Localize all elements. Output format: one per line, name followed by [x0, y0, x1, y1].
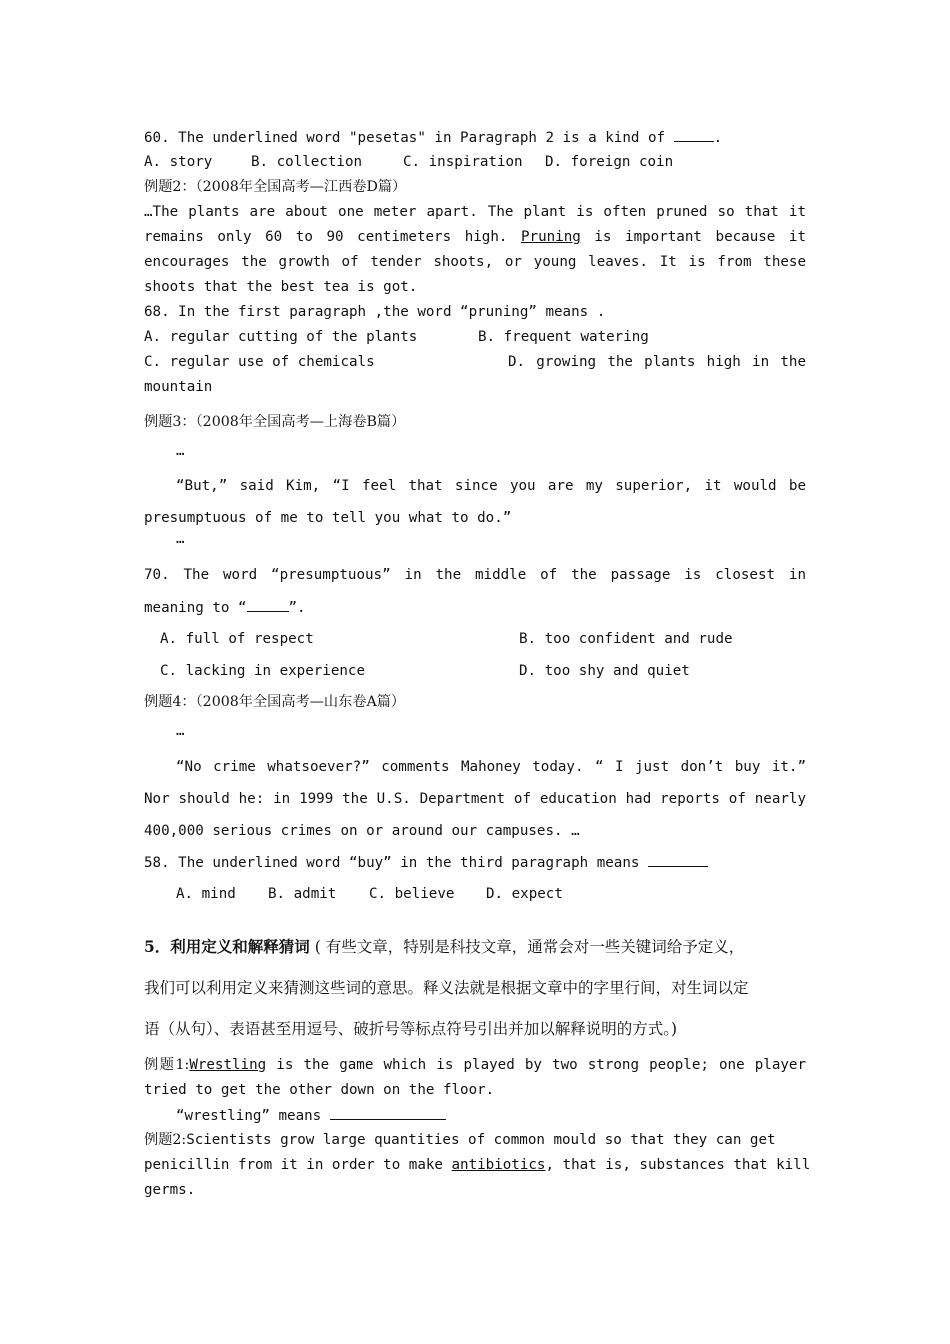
q70-option-a: A. full of respect — [160, 631, 314, 647]
question-70-line-1: 70. The word “presumptuous” in the middle of the passage is closest in — [144, 567, 806, 583]
q70-option-c: C. lacking in experience — [160, 663, 365, 679]
q60-option-c: C. inspiration — [403, 154, 523, 170]
definition-example-2-line-3: germs. — [144, 1182, 196, 1198]
answer-blank — [674, 127, 714, 142]
q68-option-d-continued: mountain — [144, 379, 213, 395]
section-5-title: 5．利用定义和解释猜词 — [144, 937, 310, 956]
example-3-quote-line-1: “But,” said Kim, “I feel that since you are my superior, it would be — [176, 478, 806, 494]
answer-blank — [648, 852, 708, 867]
q68-option-a: A. regular cutting of the plants — [144, 329, 418, 345]
q60-option-b: B. collection — [251, 154, 363, 170]
q68-option-b: B. frequent watering — [478, 329, 649, 345]
example-2-line-3: encourages the growth of tender shoots, or young leaves. It is from these — [144, 254, 806, 270]
section-5-intro-line-3: 语（从句）、表语甚至用逗号、破折号等标点符号引出并加以解释说明的方式。) — [144, 1020, 678, 1038]
q70-option-b: B. too confident and rude — [519, 631, 733, 647]
section-5-intro-line-1: 5．利用定义和解释猜词 ( 有些文章，特别是科技文章，通常会对一些关键词给予定义， — [144, 937, 745, 956]
answer-blank — [330, 1105, 446, 1120]
underlined-word-pruning: Pruning — [521, 229, 581, 245]
question-60-stem: 60. The underlined word "pesetas" in Paragraph 2 is a kind of . — [144, 127, 722, 148]
definition-example-1-line-1: 例题1:Wrestling is the game which is played by two strong people; one player — [144, 1057, 806, 1073]
q58-option-d: D. expect — [486, 886, 563, 902]
q58-option-a: A. mind — [176, 886, 236, 902]
ellipsis: … — [176, 723, 185, 739]
answer-blank — [247, 597, 289, 612]
section-5-intro-line-2: 我们可以利用定义来猜测这些词的意思。释义法就是根据文章中的字里行间，对生词以定 — [144, 979, 749, 997]
example-2-line-1: …The plants are about one meter apart. The plant is often pruned so that it — [144, 204, 806, 220]
question-68-stem: 68. In the first paragraph ,the word “pruning” means . — [144, 304, 606, 320]
underlined-word-antibiotics: antibiotics — [451, 1157, 546, 1173]
definition-example-1-line-2: tried to get the other down on the floor. — [144, 1082, 495, 1098]
question-70-line-2: meaning to “ ”. — [144, 597, 306, 618]
q68-option-d: D. growing the plants high in the — [508, 354, 806, 370]
underlined-word-wrestling: Wrestling — [189, 1057, 267, 1073]
example-2-line-4: shoots that the best tea is got. — [144, 279, 418, 295]
example-2-line-2: remains only 60 to 90 centimeters high. Pruning is important because it — [144, 229, 806, 245]
question-58-stem: 58. The underlined word “buy” in the third paragraph means — [144, 852, 708, 873]
example-4-heading: 例题4：（2008年全国高考—山东卷A篇） — [144, 694, 406, 710]
q68-option-c: C. regular use of chemicals — [144, 354, 375, 370]
example-2-heading: 例题2：（2008年全国高考—江西卷D篇） — [144, 179, 407, 195]
ellipsis: … — [176, 531, 185, 547]
example-4-line-1: “No crime whatsoever?” comments Mahoney today. “ I just don’t buy it.” — [176, 759, 806, 775]
q58-option-c: C. believe — [369, 886, 455, 902]
definition-example-2-line-1: 例题2:Scientists grow large quantities of common mould so that they can get — [144, 1132, 776, 1148]
example-4-line-3: 400,000 serious crimes on or around our campuses. … — [144, 823, 580, 839]
definition-example-1-question: “wrestling” means — [176, 1105, 446, 1126]
example-3-quote-line-2: presumptuous of me to tell you what to do.” — [144, 510, 512, 526]
q60-option-d: D. foreign coin — [545, 154, 674, 170]
example-4-line-2: Nor should he: in 1999 the U.S. Department of education had reports of nearly — [144, 791, 806, 807]
ellipsis: … — [176, 443, 185, 459]
q58-option-b: B. admit — [268, 886, 337, 902]
example-3-heading: 例题3：（2008年全国高考—上海卷B篇） — [144, 414, 406, 430]
q70-option-d: D. too shy and quiet — [519, 663, 690, 679]
definition-example-2-line-2: penicillin from it in order to make antibiotics, that is, substances that kill — [144, 1157, 811, 1173]
q60-option-a: A. story — [144, 154, 213, 170]
